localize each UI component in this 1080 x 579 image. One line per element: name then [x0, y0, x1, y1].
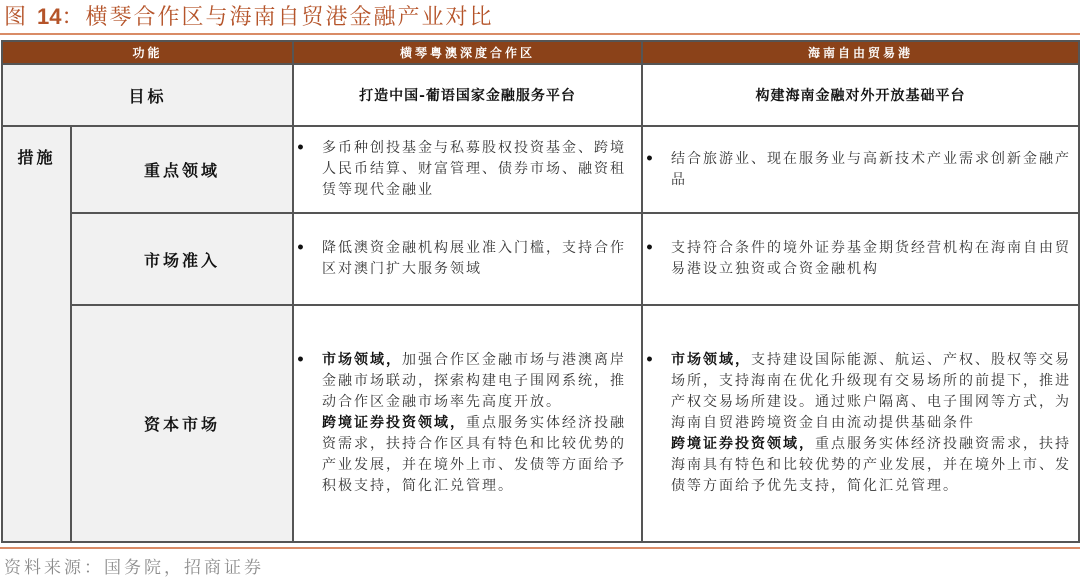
market-domain-heading: 市场领域， — [671, 352, 752, 368]
row-label-market-access: 市场准入 — [71, 213, 293, 305]
key-areas-hengqin-text: 多币种创投基金与私募股权投资基金、跨境人民币结算、财富管理、债券市场、融资租赁等现代金融业 — [322, 140, 627, 198]
cross-border-securities-text: 重点服务实体经济投融资需求，扶持合作区具有特色和比较优势的产业发展，并在境外上市、发债等方面给予积极支持，简化汇兑管理。 — [322, 415, 627, 494]
row-label-goal: 目标 — [2, 64, 293, 126]
header-hainan: 海南自由贸易港 — [642, 41, 1079, 64]
table-row-goal — [2, 64, 1079, 126]
market-access-hengqin — [293, 213, 642, 305]
figure-number: 14 — [37, 4, 62, 29]
source-note: 资料来源：国务院，招商证券 — [4, 558, 264, 578]
row-label-measures — [2, 126, 71, 542]
capital-market-hengqin — [293, 305, 642, 542]
goal-hengqin: 打造中国-葡语国家金融服务平台 — [293, 64, 642, 126]
bullet-icon: • — [645, 150, 656, 167]
top-divider — [0, 33, 1080, 35]
capital-market-hengqin-market — [322, 350, 635, 413]
figure-title-prefix: 图 — [4, 5, 29, 30]
key-areas-hainan-text: 结合旅游业、现在服务业与高新技术产业需求创新金融产品 — [671, 150, 1072, 188]
market-domain-heading: 市场领域， — [322, 352, 403, 368]
comparison-table — [1, 40, 1080, 543]
bullet-icon: • — [296, 140, 307, 156]
measures-label: 措施 — [17, 148, 56, 167]
table-row-capital-market — [2, 305, 1079, 542]
figure-title-text: ：横琴合作区与海南自贸港金融产业对比 — [61, 5, 494, 30]
figure-title — [4, 2, 494, 32]
capital-market-hainan-market — [671, 350, 1072, 434]
market-domain-text: 支持建设国际能源、航运、产权、股权等交易场所，支持海南在优化升级现有交易场所的前提下，推进产权交易场所建设。通过账户隔离、电子围网等方式，为海南自贸港跨境资金自由流动提供基础条件 — [671, 352, 1072, 431]
cross-border-securities-heading: 跨境证券投资领域， — [322, 415, 467, 431]
cross-border-securities-text: 重点服务实体经济投融资需求，扶持海南具有特色和比较优势的产业发展，并在境外上市、发债等方面给予优先支持，简化汇兑管理。 — [671, 436, 1072, 494]
key-areas-hengqin — [293, 126, 642, 213]
bullet-icon: • — [645, 352, 656, 368]
row-label-key-areas: 重点领域 — [71, 126, 293, 213]
goal-hainan: 构建海南金融对外开放基础平台 — [642, 64, 1079, 126]
market-domain-text: 加强合作区金融市场与港澳离岸金融市场联动，探索构建电子围网系统，推动合作区金融市场率先高度开放。 — [322, 352, 627, 410]
capital-market-hainan-securities — [671, 434, 1072, 497]
key-areas-hainan — [642, 126, 1079, 213]
table-row-key-areas — [2, 126, 1079, 213]
table-header-row — [2, 41, 1079, 64]
market-access-hainan-text: 支持符合条件的境外证券基金期货经营机构在海南自由贸易港设立独资或合资金融机构 — [671, 240, 1072, 277]
bullet-icon: • — [296, 240, 307, 256]
market-access-hengqin-text: 降低澳资金融机构展业准入门槛，支持合作区对澳门扩大服务领域 — [322, 240, 627, 277]
header-function: 功能 — [2, 41, 293, 64]
capital-market-hengqin-securities — [322, 413, 635, 497]
header-hengqin: 横琴粤澳深度合作区 — [293, 41, 642, 64]
market-access-hainan — [642, 213, 1079, 305]
cross-border-securities-heading: 跨境证券投资领域， — [671, 436, 816, 452]
row-label-capital-market: 资本市场 — [71, 305, 293, 542]
bottom-divider — [0, 547, 1080, 549]
bullet-icon: • — [296, 352, 307, 368]
table-row-market-access — [2, 213, 1079, 305]
bullet-icon: • — [645, 240, 656, 256]
capital-market-hainan — [642, 305, 1079, 542]
